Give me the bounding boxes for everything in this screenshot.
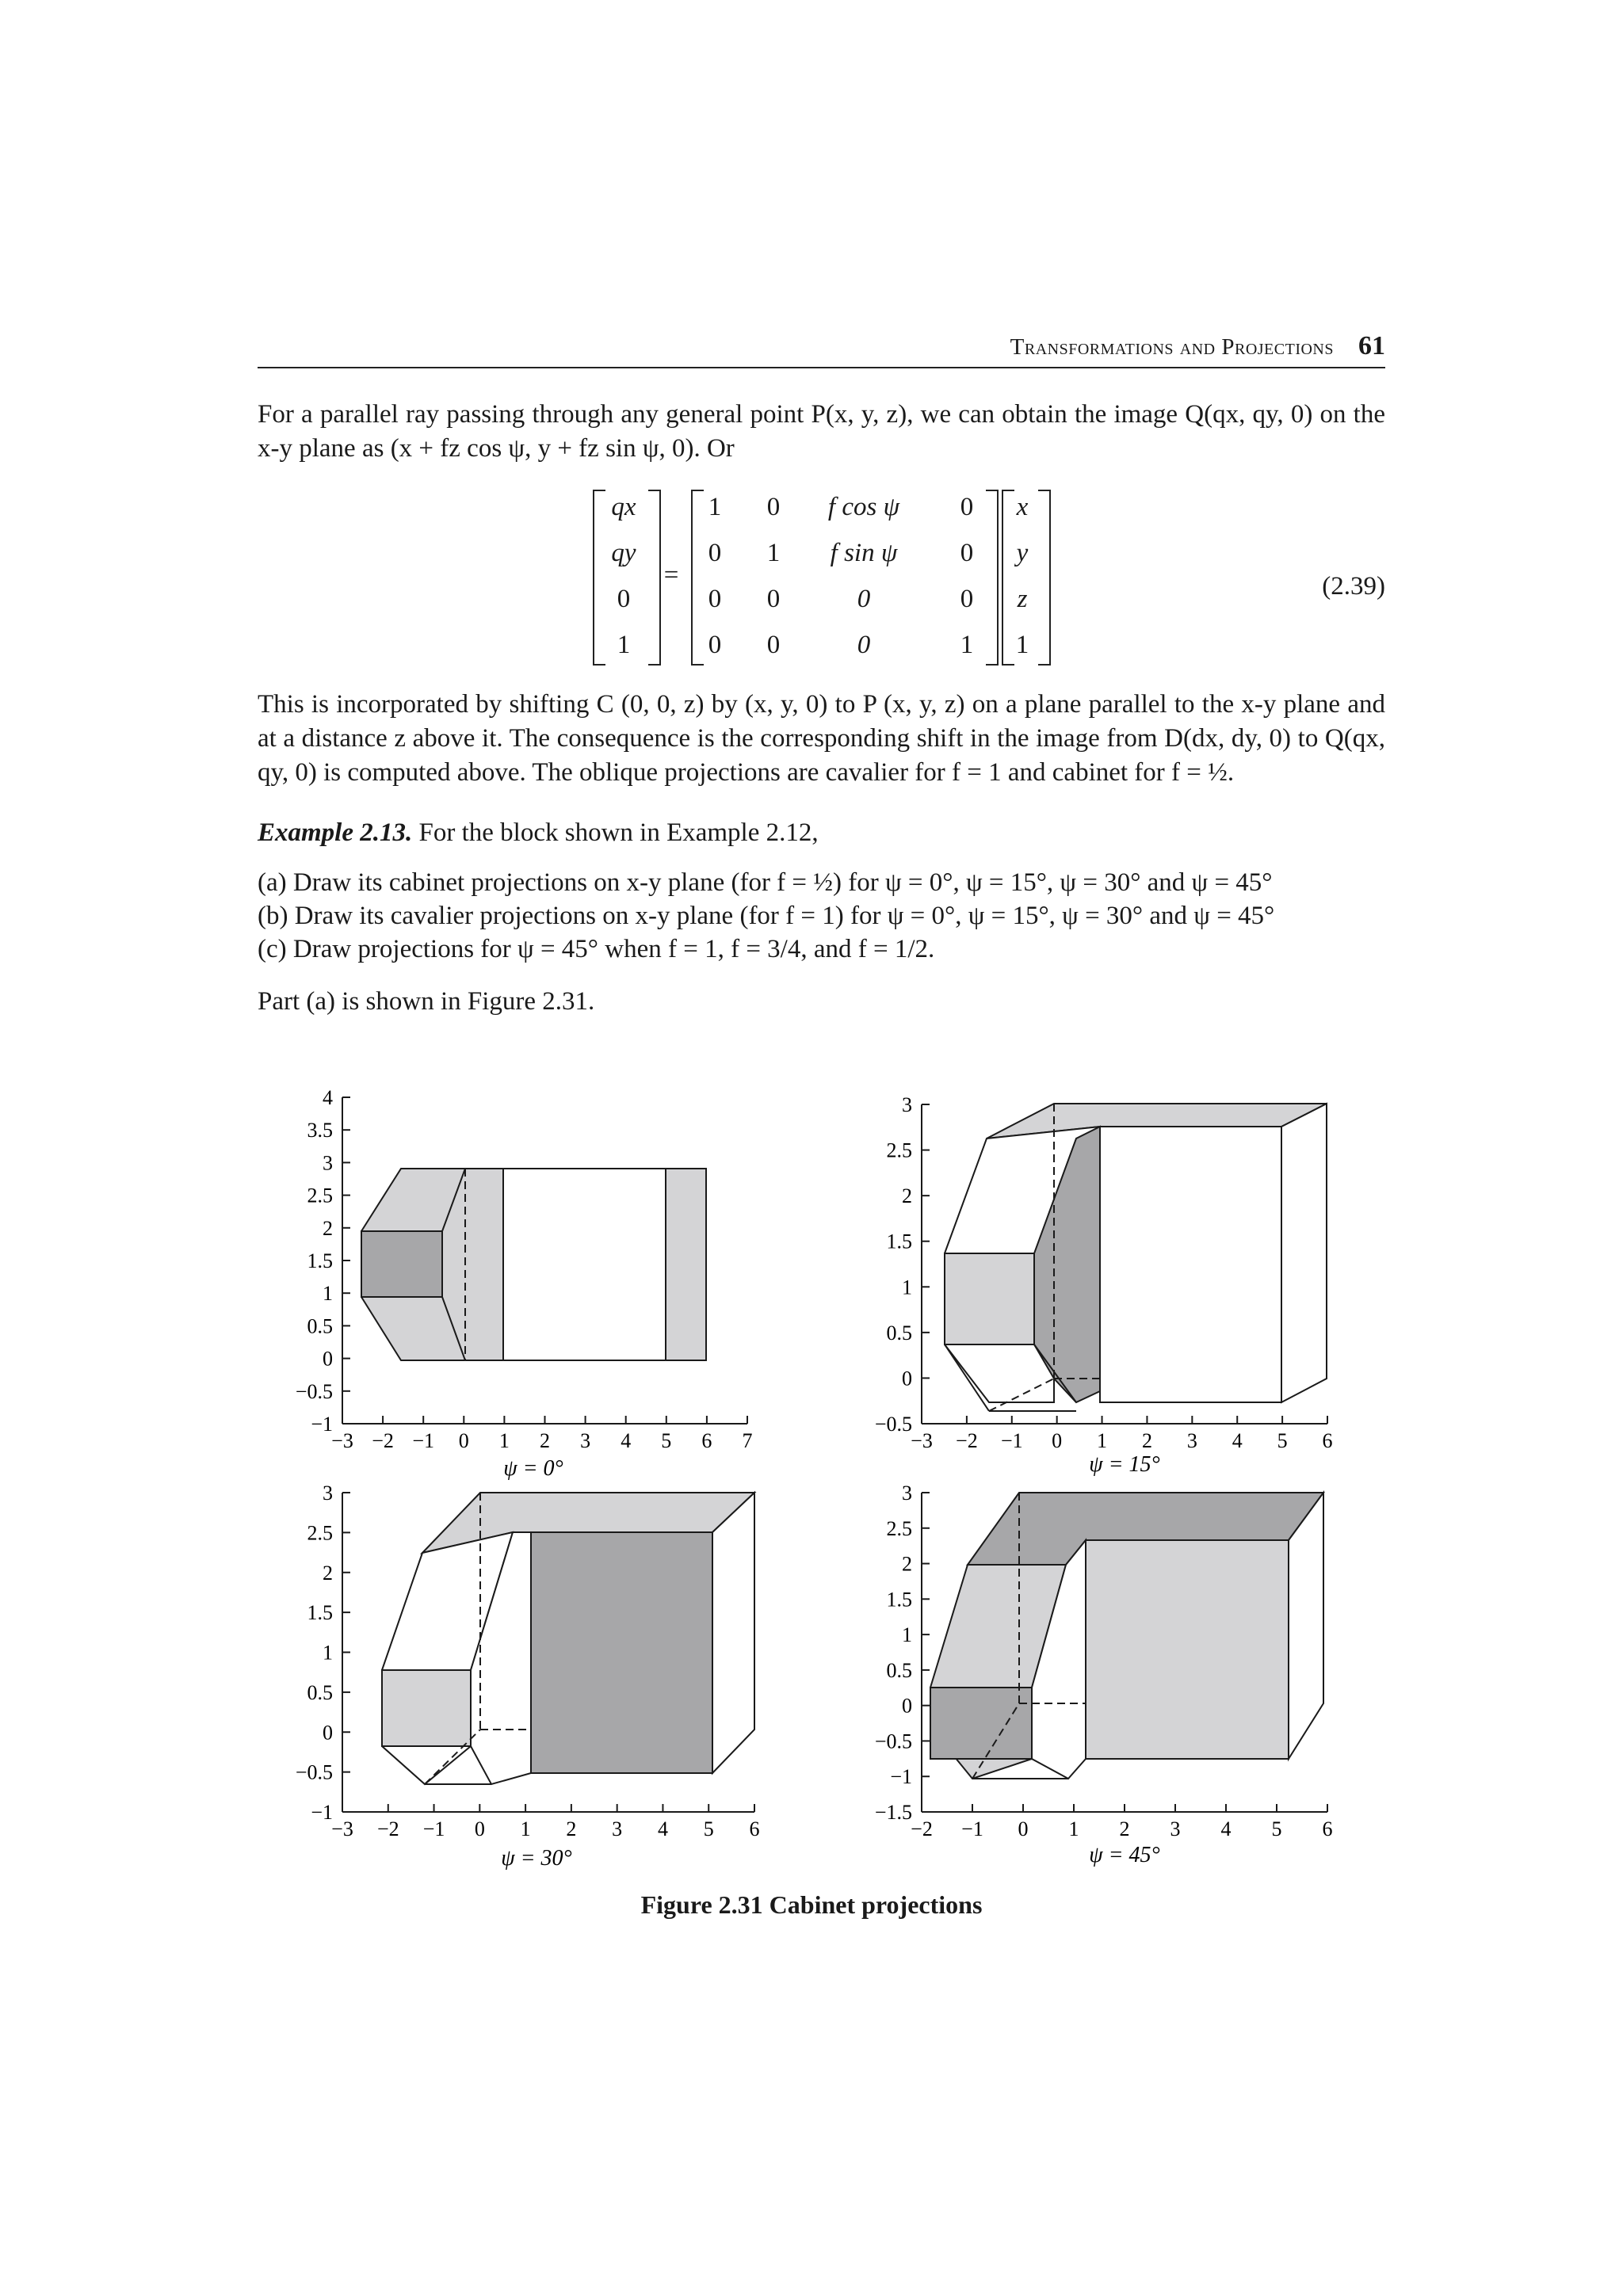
y-tick-label: 0.5 <box>886 1321 912 1344</box>
x-tick-label: −1 <box>961 1817 983 1840</box>
y-tick-label: 0.5 <box>307 1314 333 1338</box>
y-tick-label: 2.5 <box>307 1521 333 1545</box>
example-item-b: (b) Draw its cavalier projections on x-y plane (for f = 1) for ψ = 0°, ψ = 15°, ψ = 30° and ψ = 45° <box>258 902 1275 930</box>
y-tick-label: 1.5 <box>307 1601 333 1625</box>
middle-face <box>503 1169 666 1360</box>
front-face <box>382 1670 471 1746</box>
y-tick-label: 0 <box>902 1367 912 1390</box>
y-tick-label: 2.5 <box>886 1516 912 1540</box>
y-tick-label: −0.5 <box>874 1730 912 1753</box>
x-tick-label: 1 <box>498 1429 510 1452</box>
panel-psi-30 <box>296 1482 760 1871</box>
x-tick-label: 5 <box>1271 1817 1282 1840</box>
matrix-entry: 0 <box>708 539 722 567</box>
vector-entry: x <box>1016 493 1029 521</box>
x-tick-label: 6 <box>1322 1429 1333 1452</box>
x-tick-label: 3 <box>580 1429 591 1452</box>
panel-label: ψ = 0° <box>503 1456 563 1481</box>
panel-label: ψ = 15° <box>1089 1452 1160 1477</box>
main-face <box>1100 1127 1281 1402</box>
panel-label: ψ = 45° <box>1089 1843 1160 1867</box>
x-tick-label: 5 <box>703 1817 714 1840</box>
x-tick-label: −1 <box>422 1817 445 1840</box>
main-dark-face <box>531 1532 712 1773</box>
x-tick-label: 0 <box>474 1817 485 1840</box>
matrix-entry: 0 <box>766 585 781 613</box>
example-intro: For the block shown in Example 2.12, <box>418 818 819 847</box>
y-tick-label: 0 <box>902 1694 912 1718</box>
y-tick-label: 2 <box>902 1184 912 1208</box>
x-tick-label: −3 <box>331 1817 353 1840</box>
matrix-entry: 0 <box>960 493 974 521</box>
x-tick-label: −1 <box>412 1429 435 1452</box>
matrix-entry: 0 <box>766 631 781 659</box>
y-tick-label: −1 <box>311 1413 333 1436</box>
x-tick-label: 4 <box>1232 1429 1243 1452</box>
x-tick-label: 1 <box>1068 1817 1079 1840</box>
front-dark-face <box>361 1231 442 1297</box>
y-tick-label: 0 <box>323 1347 333 1371</box>
y-tick-label: −1 <box>890 1765 912 1789</box>
y-tick-label: 1.5 <box>886 1588 912 1611</box>
equation-number: (2.39) <box>1322 572 1385 601</box>
y-tick-label: 2 <box>323 1216 333 1240</box>
lhs-entry: 1 <box>617 631 631 659</box>
x-axis-ticks <box>331 1416 752 1452</box>
x-tick-label: −3 <box>331 1429 353 1452</box>
x-tick-label: 3 <box>612 1817 623 1840</box>
x-tick-label: −2 <box>376 1817 399 1840</box>
y-tick-label: 1.5 <box>307 1249 333 1272</box>
y-tick-label: 3 <box>323 1151 333 1175</box>
x-tick-label: 2 <box>540 1429 550 1452</box>
y-tick-label: −1 <box>311 1801 333 1824</box>
x-axis-ticks <box>911 1804 1332 1840</box>
panel-psi-15 <box>875 1093 1333 1477</box>
vector-entry: z <box>1017 585 1028 613</box>
running-head-text: Transformations and Projections <box>1010 334 1334 360</box>
y-tick-label: 3.5 <box>307 1119 333 1142</box>
x-tick-label: 6 <box>749 1817 760 1840</box>
x-tick-label: 0 <box>1052 1429 1063 1452</box>
matrix-entry: f cos ψ <box>827 493 900 521</box>
matrix-entry: 1 <box>766 539 781 567</box>
y-tick-label: 1.5 <box>886 1230 912 1253</box>
example-item-c: (c) Draw projections for ψ = 45° when f = 1, f = 3/4, and f = 1/2. <box>258 935 935 963</box>
lhs-entry: qy <box>611 539 636 567</box>
x-axis-ticks <box>331 1804 759 1840</box>
panel-psi-0 <box>296 1086 753 1481</box>
right-side-face <box>1281 1104 1327 1402</box>
matrix-entry: 1 <box>708 493 722 521</box>
right-side-face <box>1289 1493 1323 1759</box>
y-tick-label: 1 <box>902 1276 912 1299</box>
matrix-entry: 0 <box>960 585 974 613</box>
x-tick-label: −2 <box>372 1429 394 1452</box>
x-tick-label: 6 <box>701 1429 712 1452</box>
matrix-entry: 0 <box>960 539 974 567</box>
x-tick-label: 0 <box>458 1429 469 1452</box>
y-tick-label: 0.5 <box>886 1658 912 1682</box>
x-tick-label: 3 <box>1170 1817 1181 1840</box>
y-tick-label: 3 <box>902 1093 912 1116</box>
x-tick-label: 5 <box>1277 1429 1288 1452</box>
lhs-entry: qx <box>611 493 636 521</box>
x-tick-label: 6 <box>1322 1817 1333 1840</box>
lhs-entry: 0 <box>617 585 631 613</box>
y-tick-label: 2.5 <box>886 1138 912 1162</box>
y-tick-label: −0.5 <box>295 1760 333 1784</box>
y-tick-label: 1 <box>323 1282 333 1306</box>
vector-entry: y <box>1016 539 1029 567</box>
y-tick-label: 4 <box>323 1086 333 1109</box>
x-tick-label: 4 <box>621 1429 632 1452</box>
matrix-entry: 1 <box>960 631 974 659</box>
right-side-face <box>712 1493 754 1773</box>
matrix-entry: 0 <box>708 631 722 659</box>
panel-psi-45 <box>875 1482 1333 1867</box>
matrix-entry: 0 <box>857 585 871 613</box>
page-number: 61 <box>1358 331 1385 360</box>
y-tick-label: 2 <box>323 1561 333 1585</box>
x-tick-label: 4 <box>1220 1817 1232 1840</box>
matrix-entry: f sin ψ <box>830 539 898 567</box>
x-axis-ticks <box>911 1416 1332 1452</box>
explanation-text: This is incorporated by shifting C (0, 0, z) by (x, y, 0) to P (x, y, z) on a plane parallel to the x-y plane and at a distance z above it. The consequence is the corresponding shift in the image from D(dx, dy, 0) to Q(qx, qy, 0) is computed above. The oblique projections are cavalier for f = 1 and cabinet for f = ½. <box>258 690 1385 787</box>
x-tick-label: 4 <box>657 1817 668 1840</box>
matrix-entry: 0 <box>857 631 871 659</box>
x-tick-label: 5 <box>661 1429 672 1452</box>
x-tick-label: 2 <box>1119 1817 1130 1840</box>
x-tick-label: 2 <box>1141 1429 1152 1452</box>
intro-text: For a parallel ray passing through any general point P(x, y, z), we can obtain the image Q(qx, qy, 0) on the x-y plane as (x + fz cos ψ, y + fz sin ψ, 0). Or <box>258 400 1385 463</box>
y-tick-label: −0.5 <box>295 1379 333 1403</box>
x-tick-label: 3 <box>1186 1429 1197 1452</box>
x-tick-label: −2 <box>911 1817 933 1840</box>
y-tick-label: 3 <box>323 1482 333 1505</box>
front-face <box>945 1253 1034 1344</box>
matrix-entry: 0 <box>708 585 722 613</box>
x-tick-label: 0 <box>1018 1817 1029 1840</box>
equals-sign: = <box>663 561 679 589</box>
y-tick-label: 1 <box>323 1641 333 1665</box>
y-tick-label: 3 <box>902 1482 912 1505</box>
example-title: Example 2.13. <box>258 818 413 847</box>
y-tick-label: 2.5 <box>307 1184 333 1207</box>
x-tick-label: 7 <box>742 1429 753 1452</box>
front-dark-face <box>930 1688 1032 1759</box>
vector-entry: 1 <box>1015 631 1029 659</box>
panel-label: ψ = 30° <box>501 1846 572 1871</box>
right-face <box>666 1169 706 1360</box>
x-tick-label: −3 <box>911 1429 933 1452</box>
x-tick-label: 1 <box>520 1817 531 1840</box>
x-tick-label: 1 <box>1097 1429 1108 1452</box>
y-tick-label: 0 <box>323 1721 333 1745</box>
figure-caption: Figure 2.31 Cabinet projections <box>640 1890 983 1919</box>
part-a-note: Part (a) is shown in Figure 2.31. <box>258 987 595 1016</box>
x-tick-label: −1 <box>1000 1429 1023 1452</box>
y-tick-label: −0.5 <box>874 1413 912 1436</box>
y-tick-label: 2 <box>902 1552 912 1576</box>
y-tick-label: −1.5 <box>874 1801 912 1824</box>
matrix-entry: 0 <box>766 493 781 521</box>
y-tick-label: 1 <box>902 1623 912 1647</box>
main-face <box>1086 1540 1289 1759</box>
x-tick-label: 2 <box>566 1817 577 1840</box>
x-tick-label: −2 <box>956 1429 978 1452</box>
example-item-a: (a) Draw its cabinet projections on x-y plane (for f = ½) for ψ = 0°, ψ = 15°, ψ = 30° and ψ = 45° <box>258 868 1273 897</box>
y-tick-label: 0.5 <box>307 1680 333 1704</box>
